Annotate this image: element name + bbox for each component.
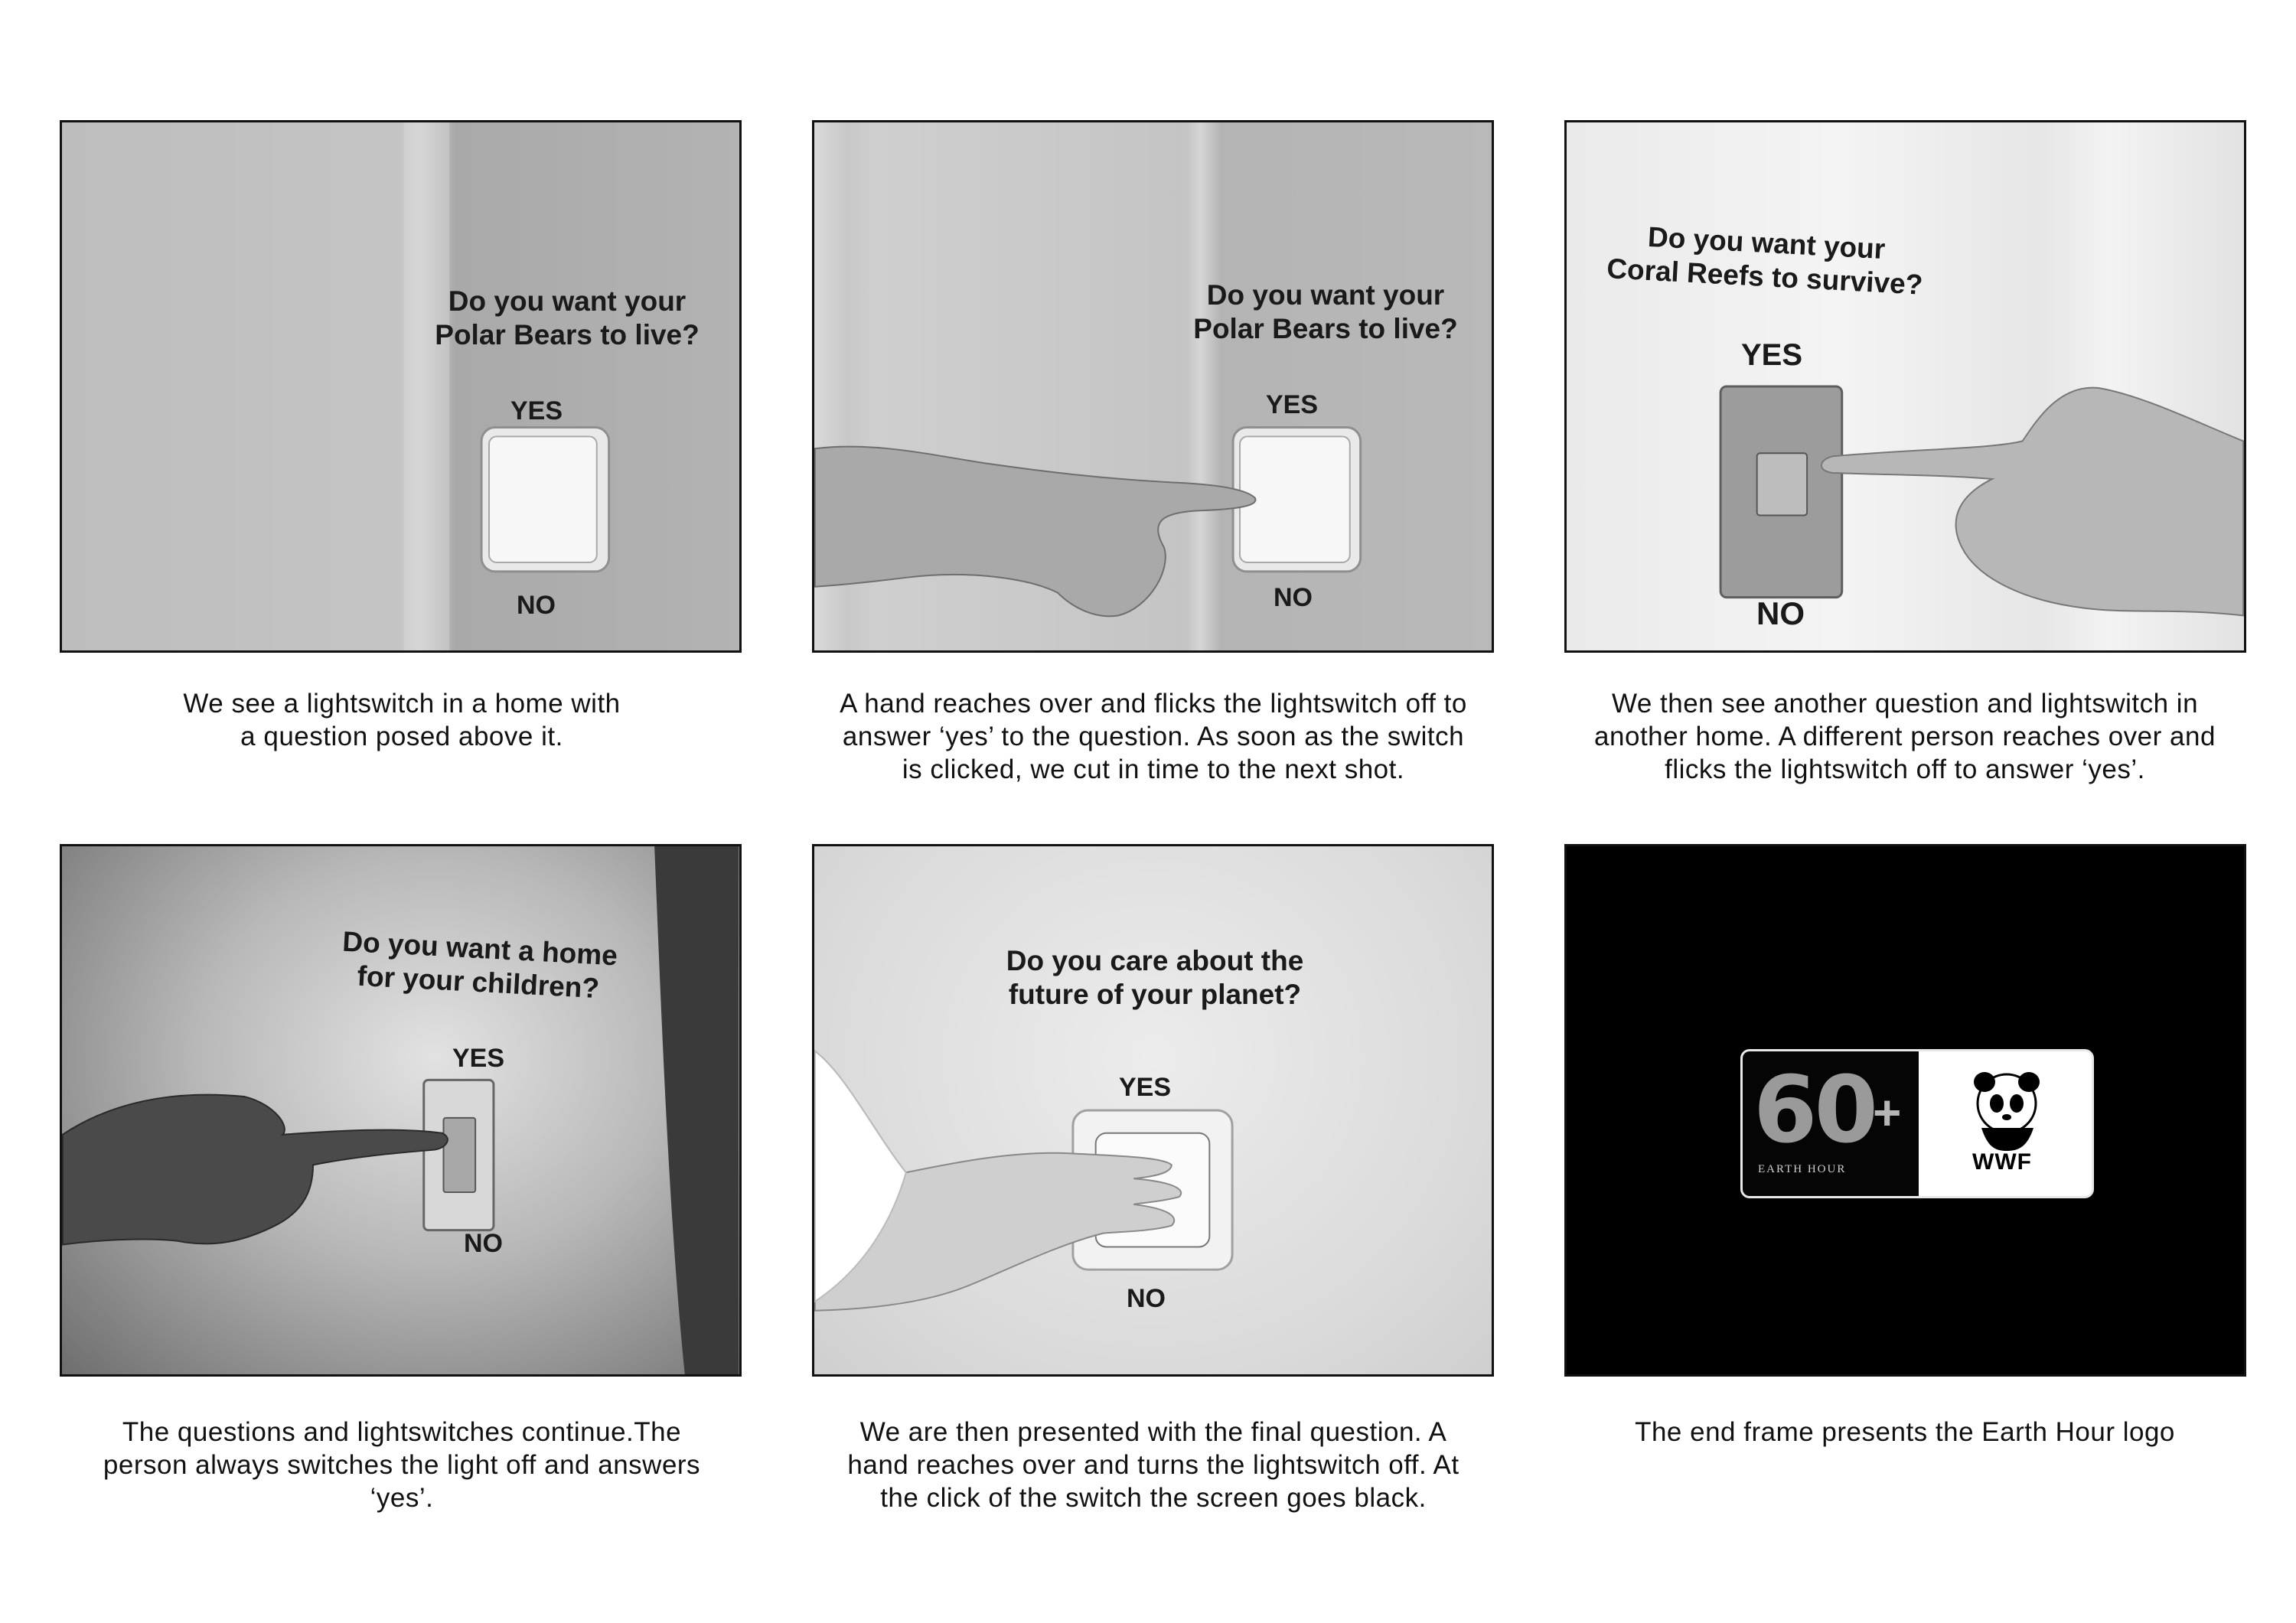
lightswitch-illustration [62, 122, 739, 650]
storyboard-frame-2 [812, 120, 1494, 653]
panda-icon [1743, 1051, 2094, 1198]
switch-question: Do you want your Polar Bears to live? [435, 285, 700, 350]
yes-label: YES [452, 1044, 505, 1073]
switch-question: Do you want a home for your children? [341, 925, 618, 1005]
earth-hour-logo [1740, 1049, 2094, 1198]
earth-hour-60-plus-mark: 60 + EARTH HOUR [1743, 1051, 1919, 1196]
frame-2-caption: A hand reaches over and flicks the lightswitch off to answer ‘yes’ to the question. As soon as the switch is clicked, we cut in time to the next shot. [840, 689, 1467, 784]
no-label: NO [1756, 595, 1805, 631]
no-label: NO [517, 591, 556, 620]
storyboard-frame-5 [812, 844, 1494, 1377]
storyboard-frame-1 [60, 120, 742, 653]
wwf-wordmark: WWF [1972, 1149, 2032, 1175]
frame-5-caption: We are then presented with the final question. A hand reaches over and turns the lightswitch off. At the click of the switch the screen goes black. [847, 1417, 1459, 1513]
yes-label: YES [510, 396, 563, 425]
switch-question: Do you want your Polar Bears to live? [1193, 279, 1458, 344]
yes-label: YES [1119, 1073, 1172, 1102]
yes-label: YES [1266, 390, 1319, 419]
frame-3-caption: We then see another question and lightswitch in another home. A different person reaches over and flicks the lightswitch off to answer ‘yes’. [1594, 689, 2216, 784]
hand-pressing-switch-illustration [62, 846, 739, 1374]
hand-pressing-switch-illustration [814, 122, 1492, 650]
frame-4-caption: The questions and lightswitches continue.The person always switches the light off and answers ‘yes’. [103, 1417, 701, 1513]
no-label: NO [1127, 1284, 1166, 1313]
no-label: NO [464, 1229, 503, 1258]
hand-pressing-switch-illustration [1567, 122, 2244, 650]
switch-question: Do you care about the future of your planet? [1006, 945, 1304, 1010]
frame-6-caption: The end frame presents the Earth Hour logo [1635, 1417, 2175, 1447]
frame-1-caption: We see a lightswitch in a home with a question posed above it. [183, 689, 621, 751]
storyboard-frame-6 [1564, 844, 2246, 1377]
switch-question: Do you want your Coral Reefs to survive? [1606, 220, 1924, 301]
storyboard-frame-4 [60, 844, 742, 1377]
storyboard-frame-3 [1564, 120, 2246, 653]
yes-label: YES [1741, 338, 1803, 372]
no-label: NO [1274, 583, 1313, 612]
